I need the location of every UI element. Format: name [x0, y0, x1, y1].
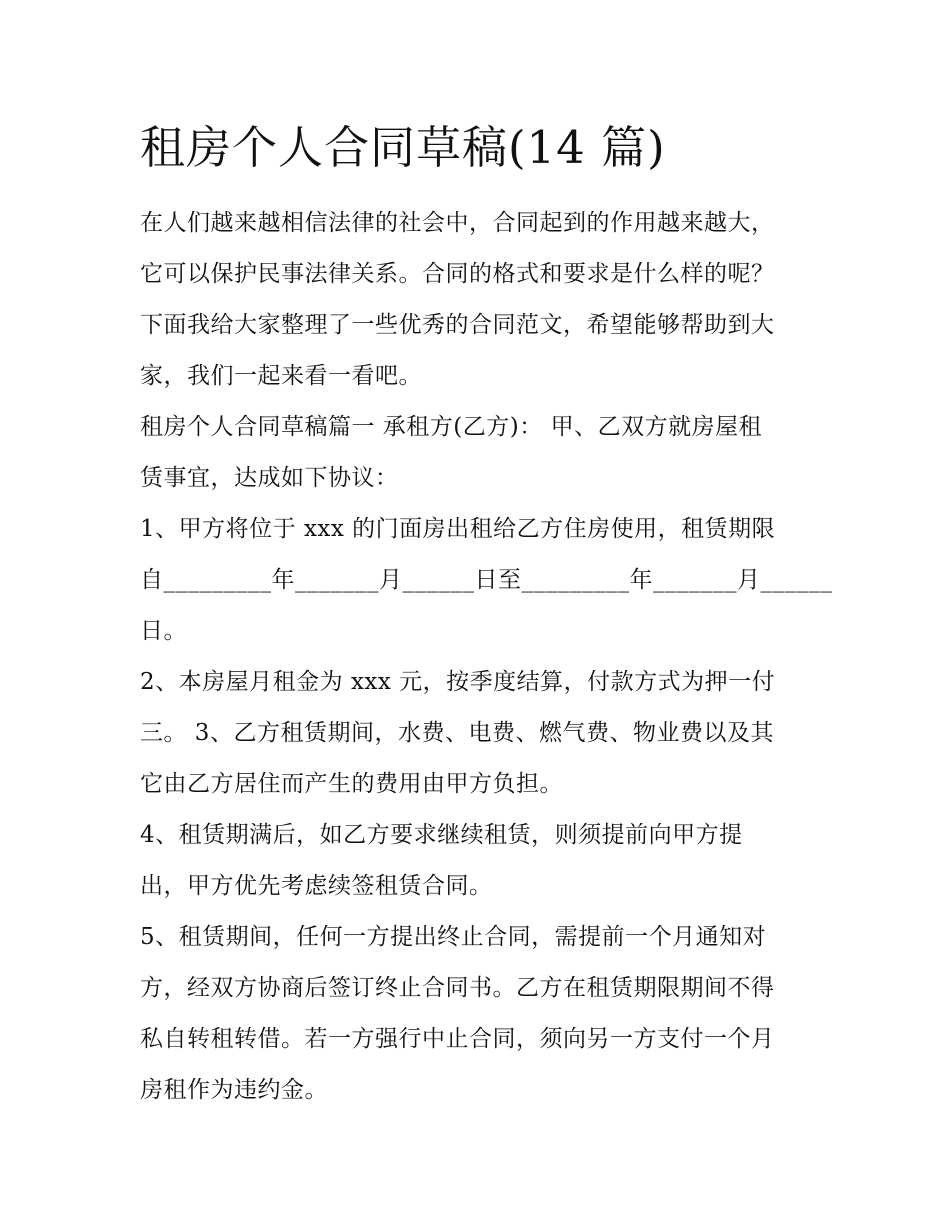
- paragraph-line: 下面我给大家整理了一些优秀的合同范文，希望能够帮助到大: [140, 312, 775, 338]
- paragraph-line: 在人们越来越相信法律的社会中，合同起到的作用越来越大，: [140, 210, 775, 236]
- paragraph-line: 日。: [140, 618, 187, 644]
- paragraph-line: 2、本房屋月租金为 xxx 元，按季度结算，付款方式为押一付: [140, 669, 776, 695]
- paragraph-line: 自_________年_______月______日至_________年_______月______: [140, 567, 833, 593]
- paragraph-line: 它由乙方居住而产生的费用由甲方负担。: [140, 771, 563, 797]
- paragraph-line: 家，我们一起来看一看吧。: [140, 363, 422, 389]
- contract-heading-paragraph: [140, 402, 820, 504]
- intro-paragraph: [140, 198, 820, 402]
- clause-2-3-paragraph: [140, 657, 820, 810]
- paragraph-line: 房租作为违约金。: [140, 1077, 328, 1103]
- paragraph-line: 1、甲方将位于 xxx 的门面房出租给乙方住房使用，租赁期限: [140, 516, 776, 542]
- document-title: 租房个人合同草稿(14 篇): [140, 121, 666, 174]
- paragraph-line: 5、租赁期间，任何一方提出终止合同，需提前一个月通知对: [140, 924, 767, 950]
- paragraph-line: 出，甲方优先考虑续签租赁合同。: [140, 873, 493, 899]
- clause-4-paragraph: [140, 810, 820, 912]
- paragraph-line: 私自转租转借。若一方强行中止合同，须向另一方支付一个月: [140, 1026, 775, 1052]
- clause-5-paragraph: [140, 912, 820, 1116]
- document-body: [140, 198, 833, 1116]
- paragraph-line: 方，经双方协商后签订终止合同书。乙方在租赁期限期间不得: [140, 975, 775, 1001]
- paragraph-line: 4、租赁期满后，如乙方要求继续租赁，则须提前向甲方提: [140, 822, 743, 848]
- clause-1-paragraph: [140, 504, 833, 657]
- paragraph-line: 三。 3、乙方租赁期间，水费、电费、燃气费、物业费以及其: [140, 720, 774, 746]
- paragraph-line: 赁事宜，达成如下协议：: [140, 465, 399, 491]
- paragraph-line: 它可以保护民事法律关系。合同的格式和要求是什么样的呢？: [140, 261, 775, 287]
- paragraph-line: 租房个人合同草稿篇一 承租方(乙方)： 甲、乙双方就房屋租: [140, 414, 763, 440]
